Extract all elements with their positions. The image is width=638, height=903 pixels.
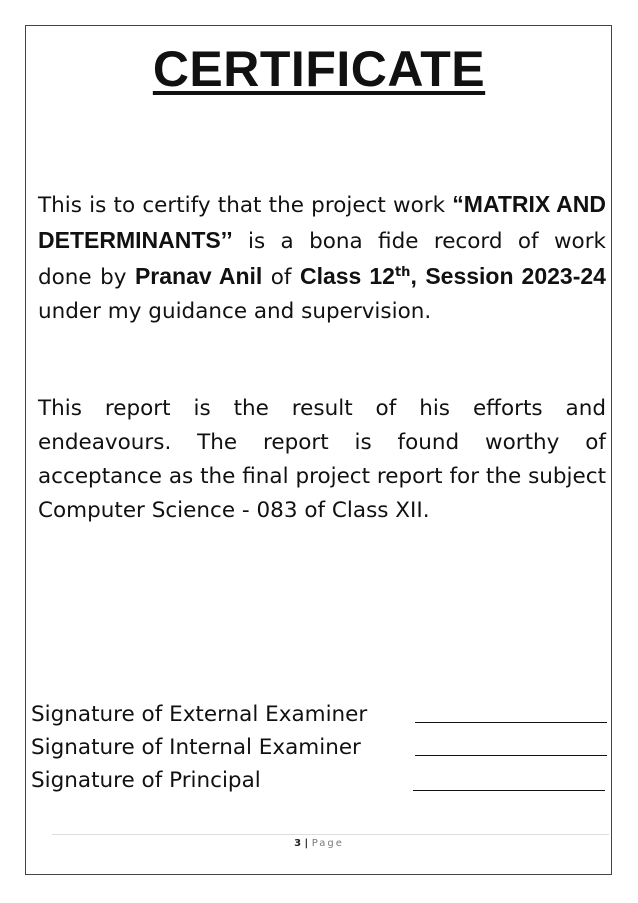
certification-paragraph <box>38 187 606 329</box>
signature-label: Signature of External Examiner <box>31 702 368 727</box>
certify-text-2: is a bona fide record of work done by <box>38 229 606 290</box>
certificate-title-text: CERTIFICATE <box>152 41 486 97</box>
class-label: Class 12 <box>299 263 395 289</box>
footer-divider <box>52 834 609 835</box>
page-label: Page <box>311 838 344 849</box>
class-comma: , <box>410 263 417 289</box>
signature-row-principal <box>31 764 611 797</box>
session-label: Session 2023-24 <box>425 263 606 289</box>
signature-line <box>413 790 605 791</box>
footer-separator: | <box>301 838 312 849</box>
project-title: “MATRIX AND DETERMINANTS’’ <box>38 191 606 253</box>
certify-text-1: This is to certify that the project work <box>38 193 453 218</box>
signature-line <box>415 722 607 723</box>
signature-label: Signature of Internal Examiner <box>31 735 361 760</box>
signature-block <box>31 698 611 797</box>
certify-text-4: under my guidance and supervision. <box>38 299 432 324</box>
certificate-title <box>0 40 638 98</box>
page-number: 3 <box>294 838 302 849</box>
certify-text-3: of <box>262 265 300 290</box>
signature-row-external-examiner <box>31 698 611 731</box>
page-footer <box>0 838 638 849</box>
signature-row-internal-examiner <box>31 731 611 764</box>
class-superscript: th <box>394 264 411 280</box>
signature-line <box>415 755 607 756</box>
signature-label: Signature of Principal <box>31 768 261 793</box>
student-name: Pranav Anil <box>134 263 263 289</box>
report-paragraph: This report is the result of his efforts and endeavours. The report is found worthy of acceptance as the final project report for the subject Computer Science - 083 of Class XII. <box>38 396 606 523</box>
